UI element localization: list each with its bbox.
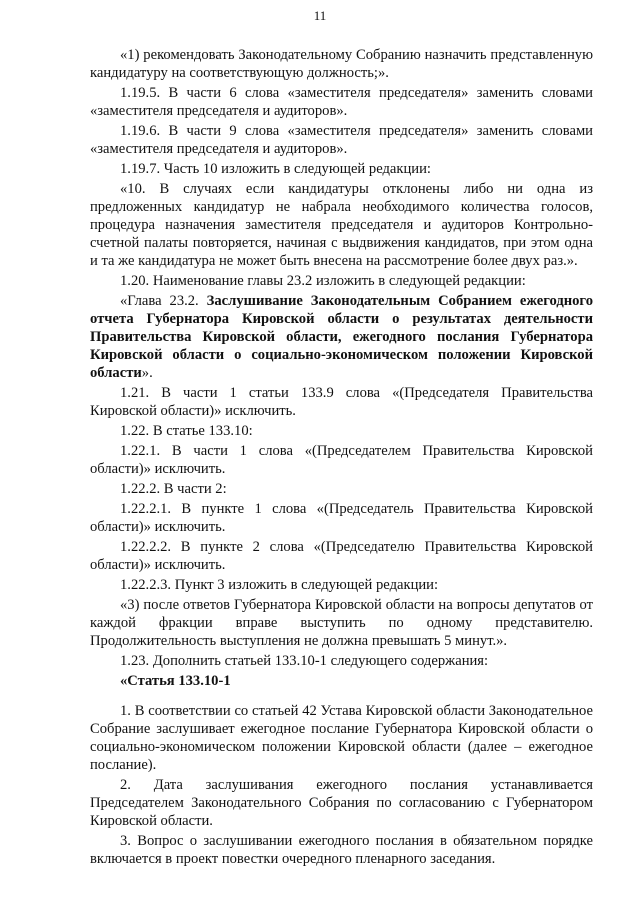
chapter-title: Заслушивание Законодательным Собранием ежегодного отчета Губернатора Кировской области о результатах деятельности Правительства Кировской области, ежегодного послания Губернатора Кировской области о социально-экономическом положении Кировской области xyxy=(90,293,593,381)
paragraph-text: «1) рекомендовать Законодательному Собранию назначить представленную кандидатуру на соответствующую должность;». xyxy=(90,47,593,81)
chapter-title-prefix: «Глава 23.2. xyxy=(120,293,207,309)
chapter-title-suffix: ». xyxy=(141,365,153,381)
paragraph xyxy=(90,122,593,158)
article-heading xyxy=(90,672,593,690)
paragraph xyxy=(90,538,593,574)
paragraph-text: 1.22. В статье 133.10: xyxy=(120,423,253,439)
chapter-title-paragraph xyxy=(90,292,593,382)
paragraph xyxy=(90,576,593,594)
paragraph-text: 1.22.1. В части 1 слова «(Председателем Правительства Кировской области)» исключить. xyxy=(90,443,593,477)
paragraph-text: 1.22.2. В части 2: xyxy=(120,481,227,497)
paragraph xyxy=(90,702,593,774)
paragraph xyxy=(90,832,593,868)
paragraph-text: 1.20. Наименование главы 23.2 изложить в следующей редакции: xyxy=(120,273,526,289)
paragraph-text: «3) после ответов Губернатора Кировской области на вопросы депутатов от каждой фракции вправе выступить по одному представителю. Продолжительность выступления не должна превышать 5 минут.». xyxy=(90,597,593,649)
paragraph xyxy=(90,596,593,650)
paragraph-text: 1.23. Дополнить статьей 133.10-1 следующего содержания: xyxy=(120,653,489,669)
paragraph-text: 3. Вопрос о заслушивании ежегодного послания в обязательном порядке включается в проект повестки очередного пленарного заседания. xyxy=(90,833,593,867)
article-title: «Статья 133.10-1 xyxy=(120,673,231,689)
paragraph xyxy=(90,652,593,670)
paragraph xyxy=(90,160,593,178)
paragraph-text: 1.19.7. Часть 10 изложить в следующей редакции: xyxy=(120,161,431,177)
paragraph xyxy=(90,442,593,478)
page-number: 11 xyxy=(313,8,327,23)
paragraph xyxy=(90,422,593,440)
paragraph-text: «10. В случаях если кандидатуры отклонены либо ни одна из предложенных кандидатур не набрала необходимого количества голосов, процедура назначения заместителя председателя и аудиторов Контрольно-счетной палаты повторяется, начиная с выдвижения кандидатов, при этом одна и та же кандидатура не может быть внесена на рассмотрение более двух раз.». xyxy=(90,181,593,269)
paragraph xyxy=(90,480,593,498)
paragraph-text: 1.22.2.3. Пункт 3 изложить в следующей редакции: xyxy=(120,577,439,593)
paragraph-text: 1.22.2.1. В пункте 1 слова «(Председатель Правительства Кировской области)» исключить. xyxy=(90,501,593,535)
paragraph-text: 1.21. В части 1 статьи 133.9 слова «(Председателя Правительства Кировской области)» исключить. xyxy=(90,385,593,419)
paragraph xyxy=(90,84,593,120)
paragraph-text: 1.19.5. В части 6 слова «заместителя председателя» заменить словами «заместителя председателя и аудиторов». xyxy=(90,85,593,119)
paragraph xyxy=(90,776,593,830)
paragraph-text: 2. Дата заслушивания ежегодного послания устанавливается Председателем Законодательного Собрания по согласованию с Губернатором Кировской области. xyxy=(90,777,593,829)
paragraph-text: 1.22.2.2. В пункте 2 слова «(Председателю Правительства Кировской области)» исключить. xyxy=(90,539,593,573)
paragraph xyxy=(90,272,593,290)
spacer xyxy=(90,692,593,702)
paragraph xyxy=(90,46,593,82)
paragraph-text: 1.19.6. В части 9 слова «заместителя председателя» заменить словами «заместителя председателя и аудиторов». xyxy=(90,123,593,157)
paragraph-text: 1. В соответствии со статьей 42 Устава Кировской области Законодательное Собрание заслушивает ежегодное послание Губернатора Кировской области о социально-экономическом положении Кировской области (далее – ежегодное послание). xyxy=(90,703,593,773)
paragraph xyxy=(90,500,593,536)
paragraph xyxy=(90,384,593,420)
paragraph xyxy=(90,180,593,270)
document-body xyxy=(90,46,593,870)
